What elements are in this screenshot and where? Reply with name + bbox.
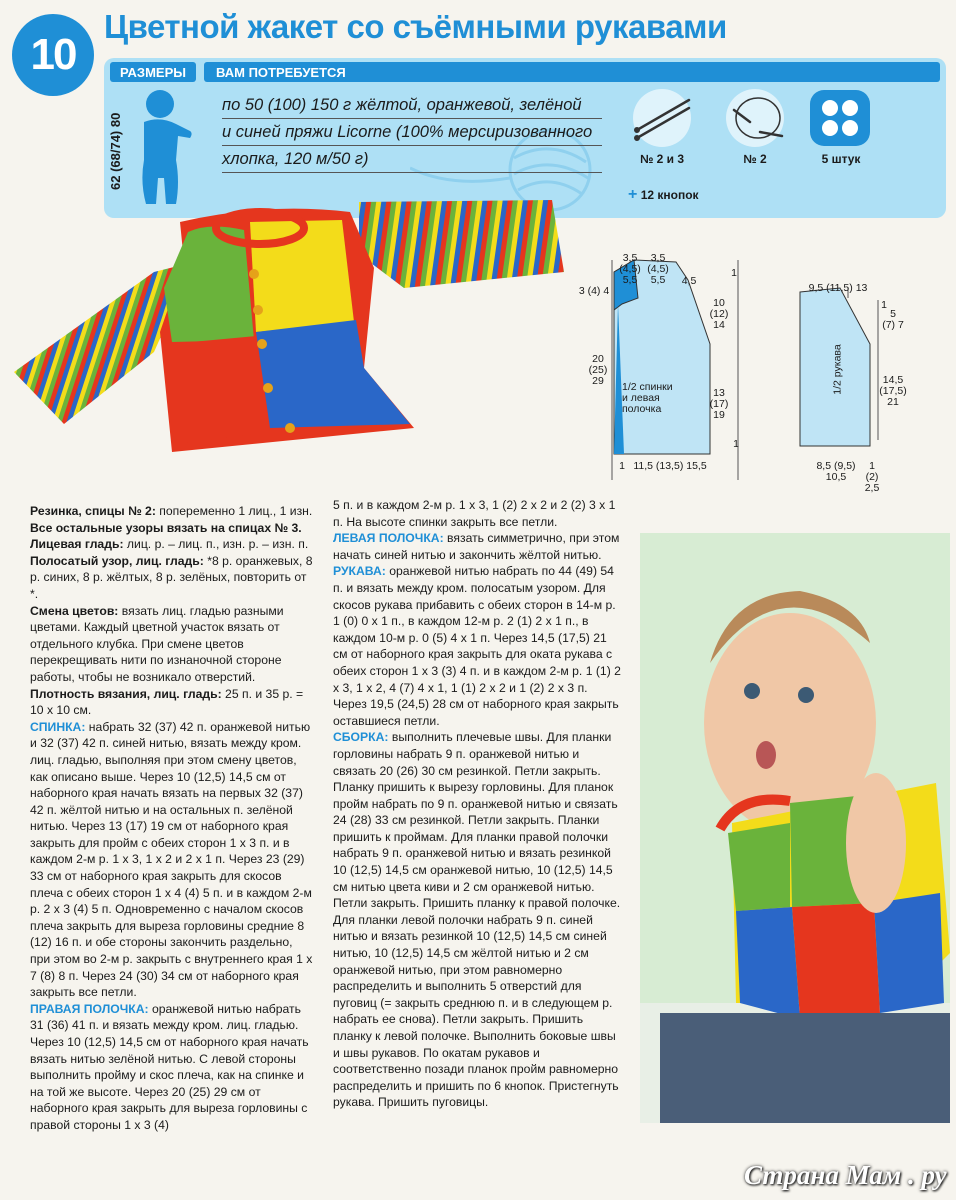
baby-photo: [640, 533, 950, 1123]
para-gauge: [30, 686, 314, 719]
diagram-right-a3: 14: [713, 319, 725, 331]
diagram-top-1: [618, 253, 642, 286]
yarn-line-2: и синей пряжи Licorne (100% мерсиризованного: [222, 119, 602, 146]
diagram-top-2a: 3,5: [650, 252, 666, 264]
para-color-change: [30, 603, 314, 686]
diagram-sleeve-right-one: 1: [881, 299, 887, 311]
para-left-front-head: ЛЕВАЯ ПОЛОЧКА:: [333, 531, 444, 546]
extra-snaps: [628, 186, 699, 204]
diagram-right-a: [706, 298, 732, 331]
diagram-top-1a: 3,5: [622, 252, 638, 264]
para-left-front-text: вязать симметрично, при этом начать синей нитью и закончить жёлтой нитью.: [333, 531, 620, 562]
jacket-photo: [4, 192, 576, 492]
diagram-sleeve-bottom-2: 10,5: [825, 471, 847, 483]
para-continued-text: 5 п. и в каждом 2-м р. 1 х 3, 1 (2) 2 х 2 и 2 (2) 3 х 1 п. На высоте спинки закрыть все петли.: [333, 498, 616, 529]
diagram-top-2c: 5,5: [650, 274, 666, 286]
para-back-text: набрать 32 (37) 42 п. оранжевой нитью и 32 (37) 42 п. синей нитью, вязать между кром. лиц. гладью, выполняя при этом смену цветов, как описано выше. Через 10 (12,5) 14,5 см от наборного края начать вязать на первых 32 (37) 42 п. жёлтой нитью и на остальных п. зелёной нитью. Через 13 (17) 19 см от наборного края закрыть для пройм с обеих сторон 1 х 3 п. и в каждом 2-м р. 1 х 3, 1 х 2 и 2 х 1 п. Через 23 (29) 33 см от наборного края закрыть для скосов плеча с обеих сторон 1 х 4 (4) 5 п. и в каждом 2-м р. 2 х 3 (4) 5 п. Одновременно с началом скосов плеча закрыть для выреза горловины средние 8 (12) 16 п. и обе стороны закончить раздельно, при этом во 2-м р. закрыть с внутреннего края 1 х 7 (8) 8 п. Через 24 (30) 34 см от наборного края закрыть все петли.: [30, 719, 313, 1000]
yarn-line-1: по 50 (100) 150 г жёлтой, оранжевой, зелёной: [222, 92, 602, 119]
article-number-badge: 10: [12, 14, 94, 96]
diagram-back-label-l3: полочка: [622, 403, 662, 415]
diagram-right-b2: (17): [709, 398, 729, 410]
para-stockinette-text: лиц. р. – лиц. п., изн. р. – изн. п.: [123, 537, 309, 552]
para-right-front: [30, 1001, 314, 1134]
sizes-value: 62 (68/74) 80: [108, 112, 123, 190]
para-assembly-head: СБОРКА:: [333, 730, 389, 745]
diagram-sleeve-right-1a: 5: [890, 308, 896, 320]
diagram-sleeve-label: 1/2 рукава: [831, 344, 844, 395]
diagram-sleeve-bottom-3: 1: [869, 460, 875, 472]
para-rib-text: попеременно 1 лиц., 1 изн.: [155, 504, 313, 518]
para-color-change-text: вязать лиц. гладью разными цветами. Каждый цветной участок вязать от отдельного клубка. При смене цветов перекрещивать нити по изнаночной стороне работы, чтобы не возникало отверстий.: [30, 603, 284, 684]
diagram-left-height-b: (25): [588, 364, 608, 376]
diagram-back-label-l1: 1/2 спинки: [622, 381, 673, 393]
circular-needle-size-label: № 2: [743, 152, 767, 166]
diagram-sleeve-bottom-small: [862, 461, 882, 494]
diagram-right-one-a: 1: [731, 267, 737, 279]
para-stockinette-head: Лицевая гладь:: [30, 537, 124, 552]
para-back: [30, 719, 314, 1001]
page-title: Цветной жакет со съёмными рукавами: [104, 8, 727, 45]
para-stripes-head: Полосатый узор, лиц. гладь:: [30, 553, 204, 568]
para-rib: [30, 503, 314, 520]
para-stripes: [30, 553, 314, 603]
diagram-top-3: 4,5: [681, 275, 697, 287]
para-assembly: [333, 729, 623, 1111]
diagram-sleeve-right-2: [878, 375, 908, 408]
needles-size-label: № 2 и 3: [639, 152, 685, 166]
buttons-icon: [808, 88, 874, 148]
diagram-top-1b: (4,5): [619, 263, 641, 275]
materials-label: ВАМ ПОТРЕБУЕТСЯ: [204, 62, 940, 82]
circular-needle-icon: [720, 88, 790, 148]
buttons-count-label: 5 штук: [821, 152, 861, 166]
knitting-needles-icon: [627, 88, 697, 148]
para-other: [30, 520, 314, 537]
diagram-right-b1: 13: [713, 387, 725, 399]
diagram-sleeve-right-2b: (17,5): [879, 385, 907, 397]
diagram-left-height-c: 29: [592, 375, 604, 387]
watermark-logo: Страна Мам . ру: [744, 1160, 947, 1190]
diagram-right-b: [706, 388, 732, 421]
sizes-label: РАЗМЕРЫ: [110, 62, 196, 82]
diagram-top-2b: (4,5): [647, 263, 669, 275]
para-sleeves: [333, 563, 623, 729]
diagram-left-small: 3 (4) 4: [578, 285, 610, 297]
para-left-front: [333, 530, 623, 563]
diagram-top-1c: 5,5: [622, 274, 638, 286]
diagram-sleeve-bottom-5: 2,5: [864, 482, 880, 494]
yarn-line-3: хлопка, 120 м/50 г): [222, 146, 602, 173]
para-color-change-head: Смена цветов:: [30, 603, 119, 618]
para-right-front-text: оранжевой нитью набрать 31 (36) 41 п. и вязать между кром. лиц. гладью. Через 10 (12,5) 14,5 см от наборного края начать вязать нитью зелёной нитью. С левой стороны выполнить пройму и скос плеча, как на спинке и на той же высоте. Через 20 (25) 29 см от наборного края закрыть для выреза горловины с правой стороны 1 х 3 (4): [30, 1001, 309, 1132]
para-continued: [333, 497, 623, 530]
extra-snaps-label: 12 кнопок: [640, 188, 699, 202]
diagram-sleeve-right-1b: (7) 7: [882, 319, 904, 331]
diagram-left-height-a: 20: [592, 353, 604, 365]
para-other-head: Все остальные узоры вязать на спицах № 3.: [30, 520, 302, 535]
para-sleeves-text: оранжевой нитью набрать по 44 (49) 54 п. и вязать между кром. полосатым узором. Для скосов рукава прибавить с обеих сторон в 14-м р. 1 (0) 0 х 1 п., в каждом 12-м р. 2 (1) 2 х 1 п., в каждом 10-м р. 0 (5) 4 х 1 п. Через 14,5 (17,5) 21 см от наборного края закрыть для оката рукава с обеих сторон 1 х 3 (3) 4 п. и в каждом 2-м р. 1 (1) 2 х 3, 1 х 2, 4 (7) 4 х 1, 1 (1) 2 х 2 и 1 (2) 2 х 3 п. Через 19,5 (24,5) 28 см от наборного края закрыть оставшиеся петли.: [333, 564, 621, 728]
instructions-column-left: [30, 503, 314, 1134]
diagram-bottom-one: 1: [619, 460, 625, 472]
diagram-back-label-l2: и левая: [622, 392, 660, 404]
diagram-top-2: [646, 253, 670, 286]
diagram-left-height: [586, 354, 610, 387]
para-right-front-head: ПРАВАЯ ПОЛОЧКА:: [30, 1001, 149, 1016]
instructions-column-middle: [333, 497, 623, 1111]
diagram-sleeve-right-2a: 14,5: [882, 374, 904, 386]
para-sleeves-head: РУКАВА:: [333, 564, 386, 579]
diagram-sleeve-top: 9,5 (11,5) 13: [808, 282, 868, 294]
diagram-back-label: [622, 382, 692, 415]
para-gauge-head: Плотность вязания, лиц. гладь:: [30, 686, 222, 701]
diagram-right-a1: 10: [713, 297, 725, 309]
para-assembly-text: выполнить плечевые швы. Для планки горловины набрать 9 п. оранжевой нитью и связать 20 (26) 30 см резинкой. Петли закрыть. Планку пришить к вырезу горловины. Для планок пройм набрать по 9 п. оранжевой нитью и связать 24 (28) 33 см резинкой. Петли закрыть. Планки пришить к проймам. Для планки правой полочки набрать 9 п. оранжевой нитью и вязать резинкой 10 (12,5) 14,5 см оранжевой нитью, 10 (12,5) 14,5 см нитью цвета киви и 2 см оранжевой нитью. Петли закрыть. Пришить планку к правой полочке. Для планки левой полочки набрать 9 п. синей нитью и вязать резинкой 10 (12,5) 14,5 см синей нитью, 10 (12,5) 14,5 см жёлтой нитью и 2 см оранжевой нитью, при этом равномерно распределить и выполнить 5 отверстий для пуговиц (= закрыть среднюю п. и в следующем р. набрать ее снова). Петли закрыть. Пришить планку к левой полочке. Выполнить боковые швы и швы рукавов. По окатам рукавов и соответственно позади планок пройм равномерно распределить и пришить по 6 кнопок. Пристегнуть рукава. Пришить пуговицы.: [333, 730, 621, 1110]
diagram-sleeve-right-2c: 21: [887, 396, 899, 408]
diagram-bottom-width: 11,5 (13,5) 15,5: [633, 460, 707, 472]
diagram-sleeve-right-1: [878, 309, 908, 331]
baby-photo-illustration: [640, 533, 950, 1123]
diagram-sleeve-bottom-1: 8,5 (9,5): [816, 460, 856, 472]
diagram-right-a2: (12): [709, 308, 729, 320]
plus-icon: +: [628, 186, 638, 203]
para-stripes-text: *8 р. оранжевых, 8 р. синих, 8 р. жёлтых, 8 р. зелёных, повторить от *.: [30, 553, 313, 601]
diagram-right-one-b: 1: [733, 438, 739, 450]
diagram-sleeve-bottom: [808, 461, 864, 483]
diagram-sleeve-bottom-4: (2): [865, 471, 879, 483]
diagram-right-b3: 19: [713, 409, 725, 421]
para-rib-head: Резинка, спицы № 2:: [30, 504, 156, 518]
para-gauge-text: 25 п. и 35 р. = 10 х 10 см.: [30, 686, 304, 718]
para-back-head: СПИНКА:: [30, 719, 86, 734]
para-stockinette: [30, 536, 314, 553]
yarn-description: [222, 92, 602, 173]
